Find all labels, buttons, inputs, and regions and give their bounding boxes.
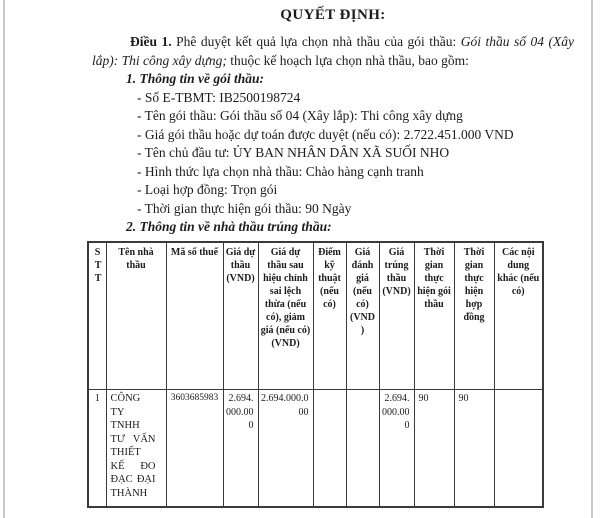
col-header-winning-price: Giá trúng thầu (VND) (379, 242, 414, 390)
cell-bid-price: 2.694.000.000 (223, 390, 258, 507)
article-1-label: Điều 1. (130, 34, 172, 49)
page-title: QUYẾT ĐỊNH: (280, 7, 386, 23)
col-header-bidder-name: Tên nhà thầu (106, 242, 166, 390)
col-header-stt-label: STT (94, 246, 102, 284)
article-1-lead-text: Phê duyệt kết quả lựa chọn nhà thầu của gói thầu: (171, 34, 461, 49)
col-header-evaluated-price: Giá đánh giá (nếu có) (VND) (346, 242, 379, 390)
cell-bidder-name: CÔNG TY TNHH TƯ VẤN THIẾT KẾ ĐO ĐẠC ĐẠI THÀNH (106, 390, 166, 507)
col-header-tax-id: Mã số thuế (166, 242, 223, 390)
cell-adjusted-bid-price: 2.694.000.000 (258, 390, 313, 507)
col-header-other-content: Các nội dung khác (nếu có) (494, 242, 543, 390)
article-1-package-name: Gói thầu số 04 (Xây lắp): Thi công xây dựng; (92, 34, 574, 68)
list-item-investor-name: - Tên chủ đầu tư: ỦY BAN NHÂN DÂN XÃ SUỐI NHO (137, 145, 450, 160)
cell-other-content (494, 390, 543, 507)
col-header-bid-price: Giá dự thầu (VND) (223, 242, 258, 390)
cell-stt: 1 (88, 390, 106, 507)
page-right-edge (591, 0, 593, 518)
list-item-package-duration: - Thời gian thực hiện gói thầu: 90 Ngày (137, 200, 352, 216)
col-header-contract-duration: Thời gian thực hiện hợp đồng (454, 242, 494, 390)
col-header-adjusted-bid-price: Giá dự thầu sau hiệu chỉnh sai lệch thừa (nếu có), giảm giá (nếu có) (VND) (258, 242, 313, 390)
page-left-edge (3, 0, 5, 518)
cell-technical-score (313, 390, 346, 507)
cell-package-duration: 90 (414, 390, 454, 507)
list-item-approved-price: - Giá gói thầu hoặc dự toán được duyệt (nếu có): 2.722.451.000 VND (137, 126, 514, 142)
list-item-etbmt-number: - Số E-TBMT: IB2500198724 (137, 89, 301, 105)
article-1-paragraph (92, 33, 574, 70)
cell-contract-duration: 90 (454, 390, 494, 507)
winning-bidder-table (87, 241, 544, 508)
list-item-selection-method: - Hình thức lựa chọn nhà thầu: Chào hàng cạnh tranh (137, 163, 424, 179)
list-item-contract-type: - Loại hợp đồng: Trọn gói (137, 182, 278, 197)
article-1-tail-text: thuộc kế hoạch lựa chọn nhà thầu, bao gồm: (226, 52, 469, 68)
section-1-heading: 1. Thông tin về gói thầu: (126, 71, 265, 86)
section-2-heading: 2. Thông tin về nhà thầu trúng thầu: (126, 219, 332, 234)
table-row (88, 390, 543, 507)
cell-tax-id: 3603685983 (166, 390, 223, 507)
cell-evaluated-price (346, 390, 379, 507)
cell-winning-price: 2.694.000.000 (379, 390, 414, 507)
document-body (92, 0, 574, 508)
table-header-row (88, 242, 543, 390)
col-header-stt (88, 242, 106, 390)
list-item-package-name: - Tên gói thầu: Gói thầu số 04 (Xây lắp): Thi công xây dựng (137, 108, 463, 123)
col-header-technical-score: Điểm kỹ thuật (nếu có) (313, 242, 346, 390)
col-header-package-duration: Thời gian thực hiện gói thầu (414, 242, 454, 390)
